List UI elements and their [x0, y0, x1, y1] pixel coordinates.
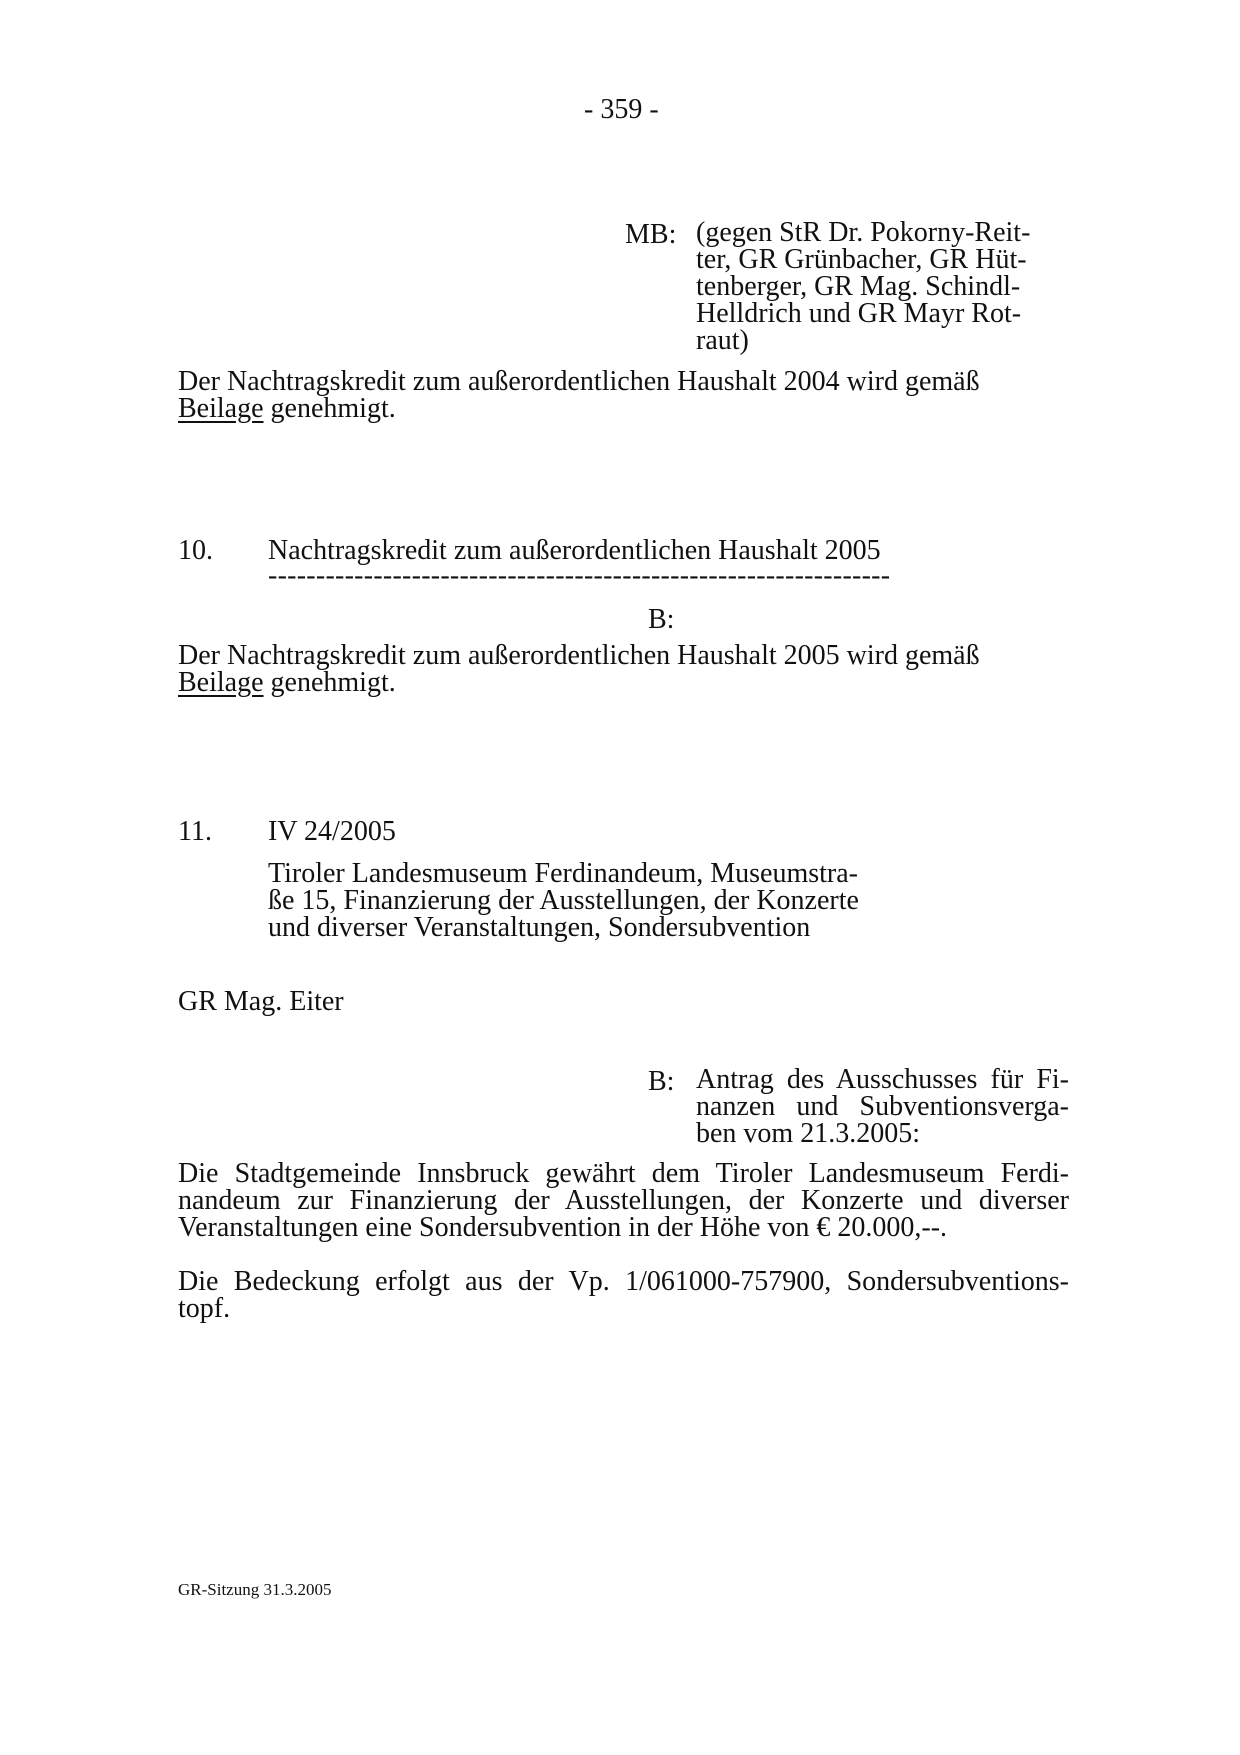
item11-body1-line: Veranstaltungen eine Sondersubvention in der Höhe von € 20.000,--.	[178, 1212, 948, 1243]
item11-subject	[268, 860, 859, 941]
item11-decision-line: Antrag des Ausschusses für Fi-	[696, 1064, 1069, 1095]
item11-decision-line: ben vom 21.3.2005:	[696, 1118, 920, 1149]
item11-decision-label: B:	[648, 1066, 675, 1097]
item11-body1-line: nandeum zur Finanzierung der Ausstellungen, der Konzerte und diverser	[178, 1185, 1069, 1216]
resolution-2005-line: Der Nachtragskredit zum außerordentlichen Haushalt 2005 wird gemäß	[178, 640, 980, 671]
item11-body2-line: topf.	[178, 1293, 231, 1324]
item11-number: 11.	[178, 816, 212, 847]
mb-line: ter, GR Grünbacher, GR Hüt-	[696, 244, 1027, 275]
item10-decision-label: B:	[648, 604, 675, 635]
resolution-2004	[178, 368, 980, 422]
item11-body1-line: Die Stadtgemeinde Innsbruck gewährt dem Tiroler Landesmuseum Ferdi-	[178, 1158, 1069, 1189]
item11-decision	[696, 1066, 1069, 1147]
item11-body2-line: Die Bedeckung erfolgt aus der Vp. 1/061000-757900, Sondersubventions-	[178, 1266, 1069, 1297]
item11-rapporteur: GR Mag. Eiter	[178, 986, 344, 1017]
mb-line: tenberger, GR Mag. Schindl-	[696, 271, 1021, 302]
mb-text	[696, 219, 1030, 354]
resolution-2005	[178, 642, 980, 696]
page-number: - 359 -	[584, 94, 659, 125]
mb-line: raut)	[696, 325, 749, 356]
mb-line: Helldrich und GR Mayr Rot-	[696, 298, 1022, 329]
item11-subject-line: ße 15, Finanzierung der Ausstellungen, der Konzerte	[268, 885, 859, 916]
item10-number: 10.	[178, 535, 213, 566]
beilage-link-2004[interactable]: Beilage	[178, 393, 264, 424]
item11-body1	[178, 1160, 1069, 1241]
item10-dashes: -----------------------------------------------------------------	[268, 560, 891, 591]
mb-label: MB:	[625, 219, 677, 250]
item11-body2	[178, 1268, 1069, 1322]
resolution-2004-line: Der Nachtragskredit zum außerordentlichen Haushalt 2004 wird gemäß	[178, 366, 980, 397]
beilage-link-2005[interactable]: Beilage	[178, 667, 264, 698]
footer: GR-Sitzung 31.3.2005	[178, 1580, 332, 1599]
resolution-2005-rest: genehmigt.	[263, 667, 396, 698]
item11-subject-line: und diverser Veranstaltungen, Sondersubvention	[268, 912, 811, 943]
resolution-2004-rest: genehmigt.	[263, 393, 396, 424]
item11-reference: IV 24/2005	[268, 816, 396, 847]
item11-decision-line: nanzen und Subventionsverga-	[696, 1091, 1069, 1122]
item11-subject-line: Tiroler Landesmuseum Ferdinandeum, Museumstra-	[268, 858, 858, 889]
mb-line: (gegen StR Dr. Pokorny-Reit-	[696, 217, 1031, 248]
item10-title: Nachtragskredit zum außerordentlichen Haushalt 2005	[268, 535, 881, 566]
